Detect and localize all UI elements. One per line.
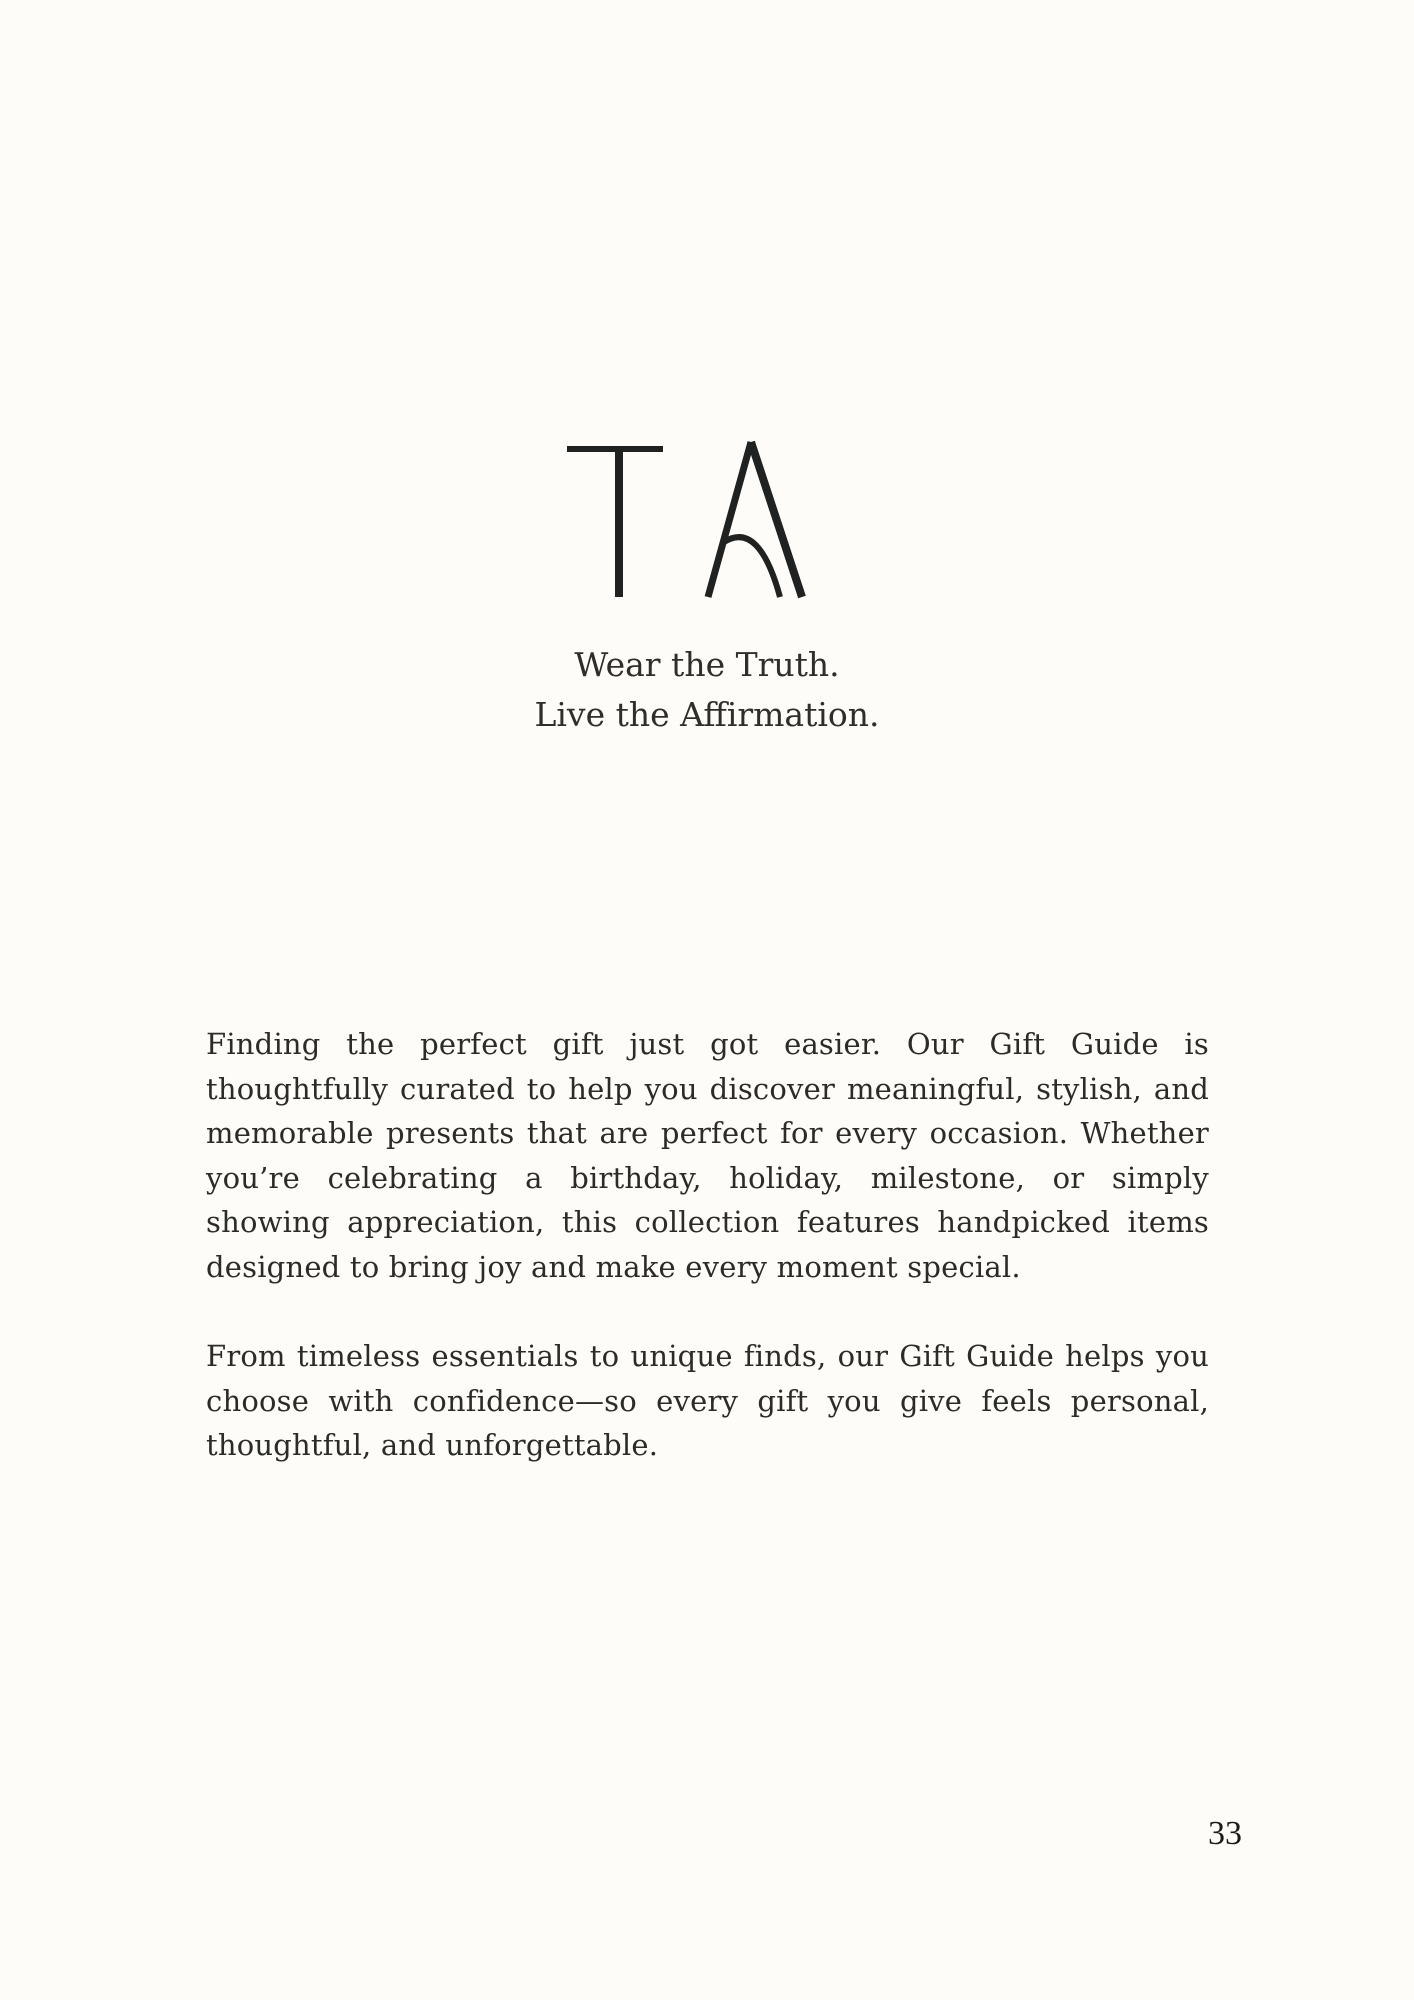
ta-monogram-logo	[567, 440, 847, 605]
brand-tagline	[0, 640, 1414, 740]
intro-paragraph-2: From timeless essentials to unique finds, our Gift Guide helps you choose with confidence—so every gift you give feels personal, thoughtful, and unforgettable.	[206, 1339, 1209, 1463]
gift-guide-intro	[206, 1022, 1209, 1513]
page-number: 33	[1208, 1815, 1242, 1852]
tagline-line-2: Live the Affirmation.	[534, 695, 880, 734]
intro-paragraph-1: Finding the perfect gift just got easier. Our Gift Guide is thoughtfully curated to help you discover meaningful, stylish, and memorable presents that are perfect for every occasion. Whether you’re celebrating a birthday, holiday, milestone, or simply showing appreciation, this collection features handpicked items designed to bring joy and make every moment special.	[206, 1027, 1209, 1284]
brand-logo	[0, 440, 1414, 605]
tagline-line-1: Wear the Truth.	[574, 645, 840, 684]
